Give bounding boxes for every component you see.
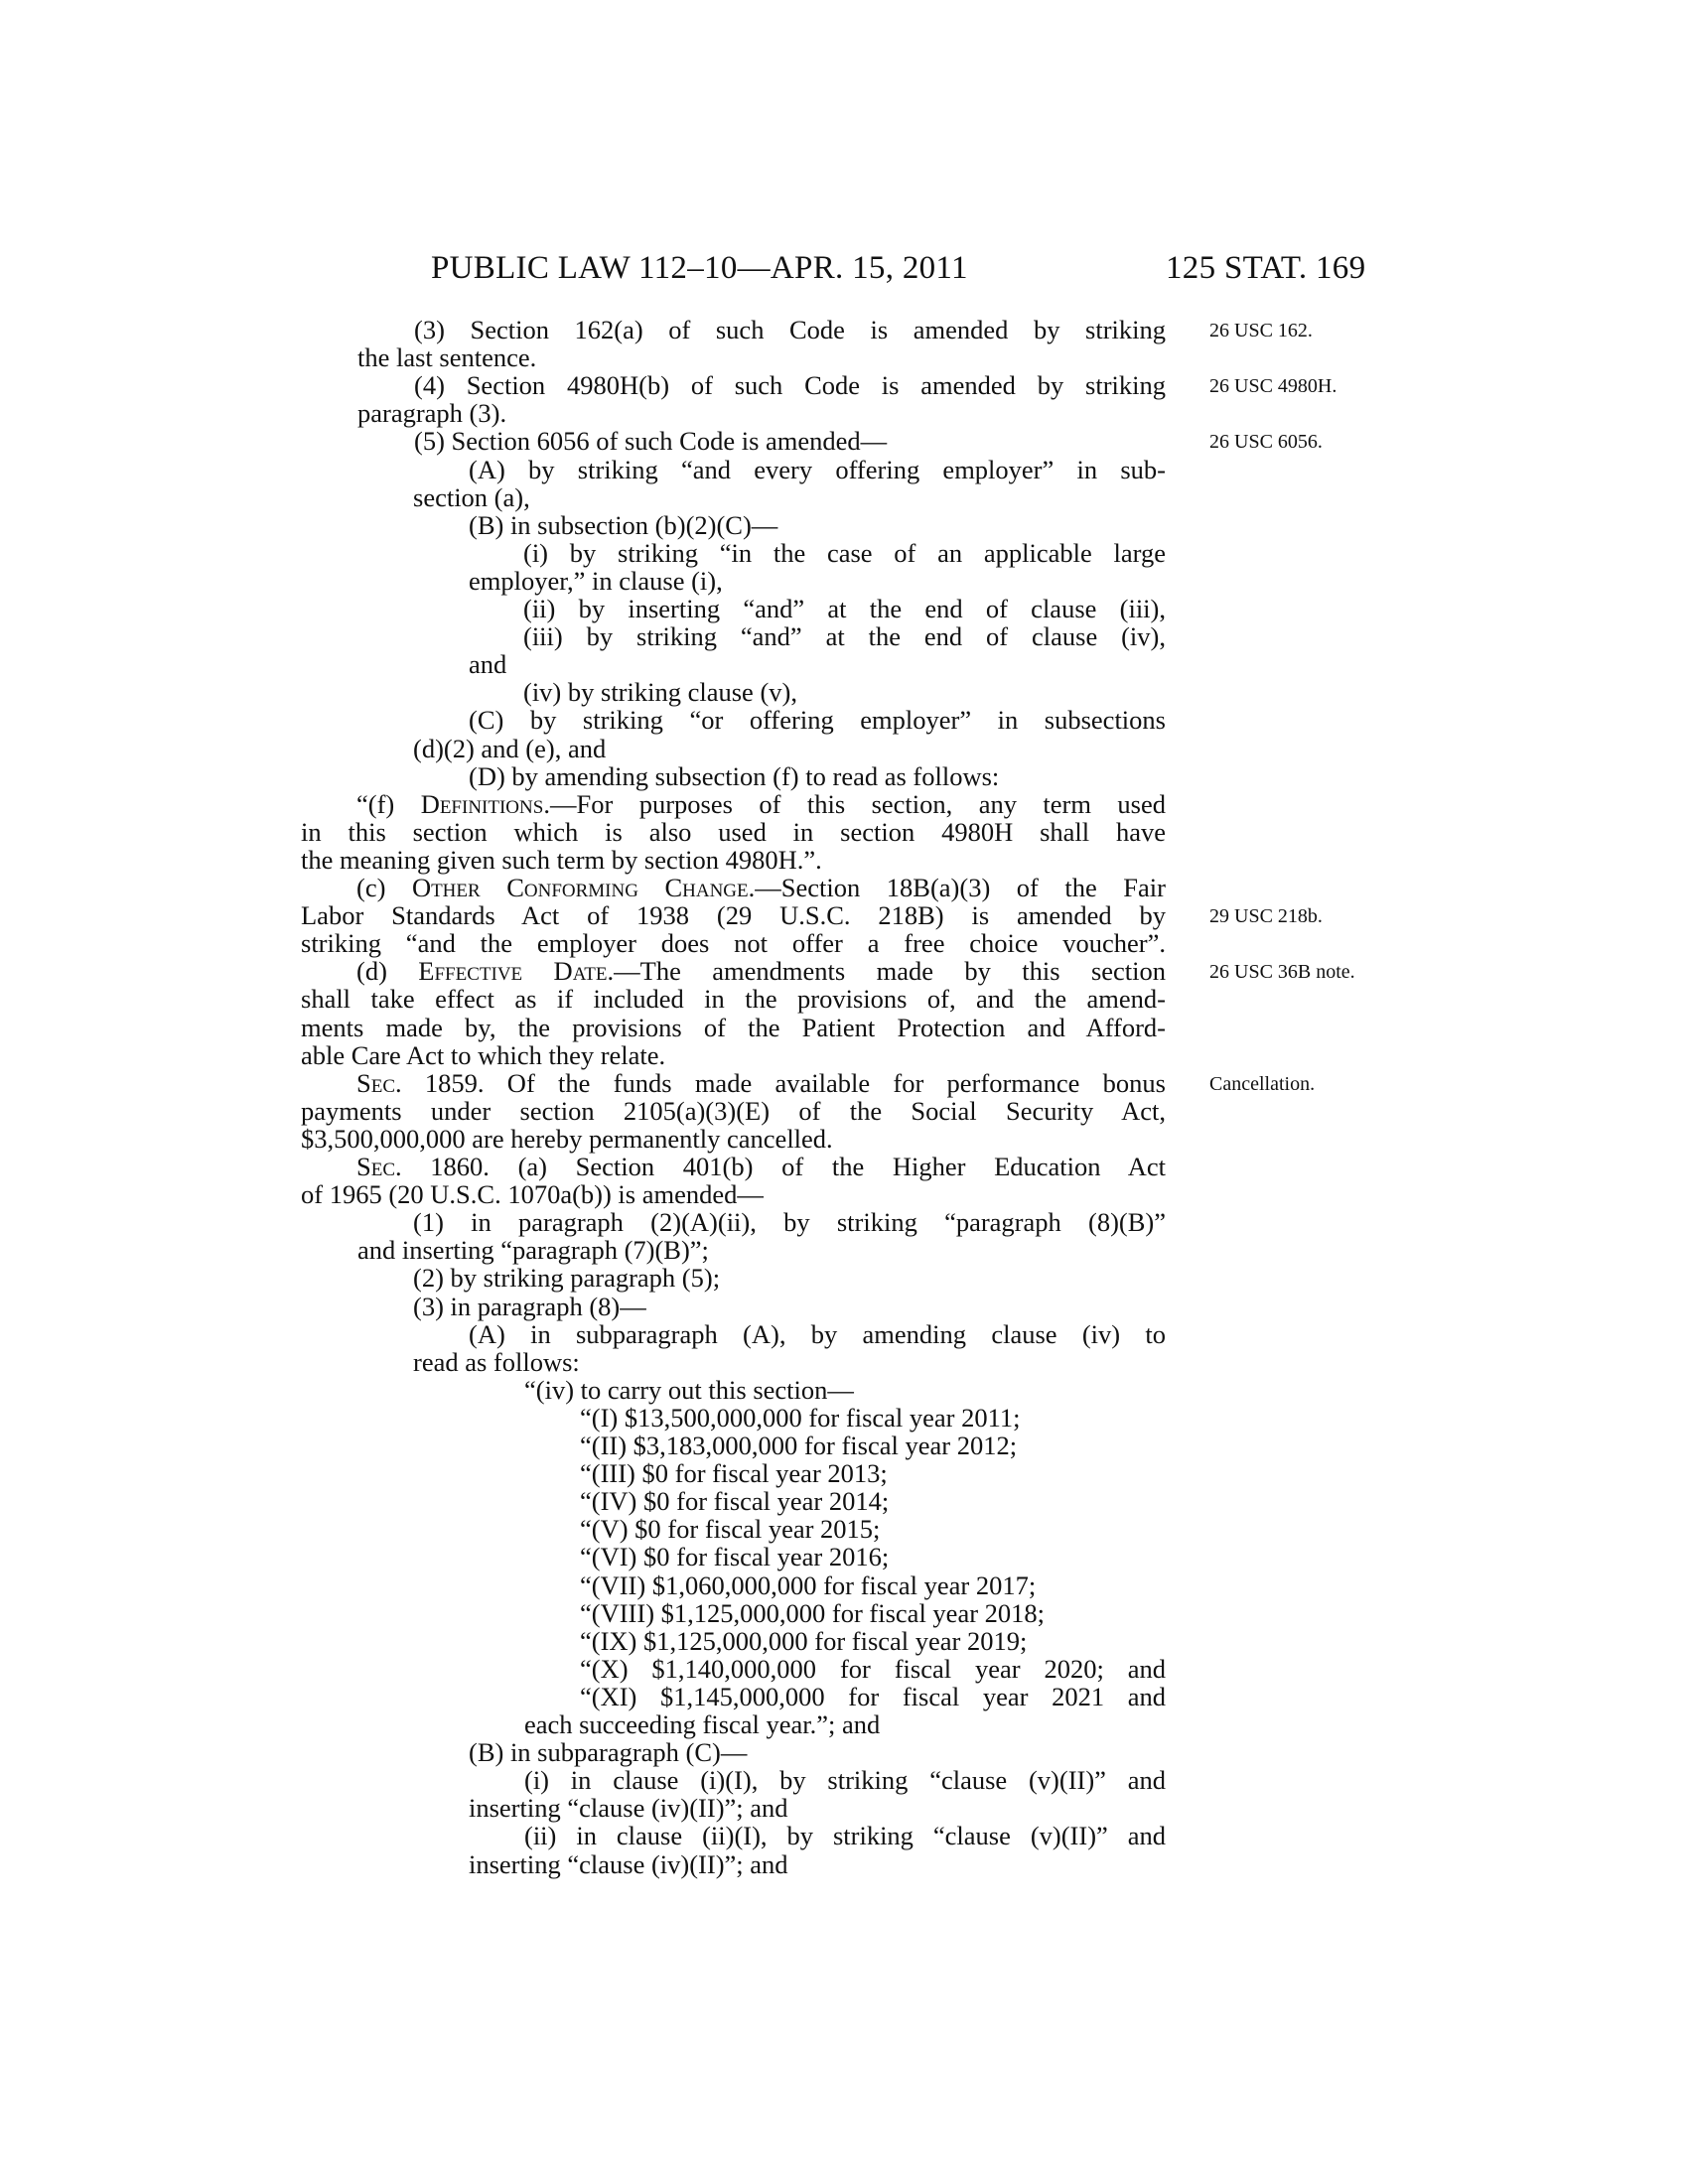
text-line: Sec. 1859. Of the funds made available for performance bonus	[356, 1067, 1166, 1098]
text-line: (1) in paragraph (2)(A)(ii), by striking “paragraph (8)(B)”	[413, 1207, 1166, 1238]
text-line: read as follows:	[413, 1346, 580, 1377]
text-line: shall take effect as if included in the provisions of, and the amend-	[301, 984, 1166, 1015]
text-line: Labor Standards Act of 1938 (29 U.S.C. 218B) is amended by	[301, 900, 1166, 931]
text-line: paragraph (3).	[357, 398, 507, 429]
text-line: (3) in paragraph (8)—	[413, 1291, 646, 1321]
text-line: (B) in subsection (b)(2)(C)—	[469, 509, 778, 540]
text-line: “(V) $0 for fiscal year 2015;	[580, 1514, 881, 1545]
text-line: able Care Act to which they relate.	[301, 1039, 666, 1070]
text-line: each succeeding fiscal year.”; and	[524, 1709, 881, 1739]
text-line: (C) by striking “or offering employer” in subsections	[469, 705, 1166, 736]
text-line: (ii) in clause (ii)(I), by striking “clause (v)(II)” and	[524, 1821, 1166, 1851]
text-line: and inserting “paragraph (7)(B)”;	[357, 1235, 709, 1266]
text-line: the meaning given such term by section 4980H.”.	[301, 844, 822, 875]
text-line: (A) in subparagraph (A), by amending clause (iv) to	[469, 1318, 1166, 1349]
text-line: ments made by, the provisions of the Patient Protection and Afford-	[301, 1012, 1166, 1042]
margin-note: 26 USC 36B note.	[1209, 961, 1355, 984]
text-line: payments under section 2105(a)(3)(E) of the Social Security Act,	[301, 1095, 1166, 1126]
text-line: “(VI) $0 for fiscal year 2016;	[580, 1542, 890, 1572]
text-line: (i) by striking “in the case of an applicable large	[523, 537, 1166, 568]
text-line: (iii) by striking “and” at the end of clause (iv),	[523, 621, 1166, 652]
text-line: (ii) by inserting “and” at the end of clause (iii),	[523, 594, 1166, 623]
text-line: “(iv) to carry out this section—	[524, 1374, 854, 1405]
text-line: (3) Section 162(a) of such Code is amended by striking	[414, 315, 1166, 344]
running-header-title: PUBLIC LAW 112–10—APR. 15, 2011	[431, 250, 968, 286]
text-line: striking “and the employer does not offer a free choice voucher”.	[301, 928, 1166, 959]
text-line: (4) Section 4980H(b) of such Code is amended by striking	[414, 370, 1166, 401]
margin-note: Cancellation.	[1209, 1072, 1316, 1095]
text-line: (A) by striking “and every offering employer” in sub-	[469, 454, 1166, 484]
text-line: “(I) $13,500,000,000 for fiscal year 2011;	[580, 1402, 1021, 1433]
text-line: “(VII) $1,060,000,000 for fiscal year 2017;	[580, 1570, 1037, 1600]
margin-note: 26 USC 162.	[1209, 320, 1313, 341]
text-line: inserting “clause (iv)(II)”; and	[469, 1793, 788, 1824]
running-header-page: 125 STAT. 169	[1166, 250, 1366, 286]
text-line: “(IV) $0 for fiscal year 2014;	[580, 1486, 890, 1517]
text-line: (d) Effective Date.—The amendments made by this section	[356, 956, 1167, 987]
text-line: (d)(2) and (e), and	[413, 733, 607, 763]
text-line: in this section which is also used in section 4980H shall have	[301, 816, 1166, 847]
margin-note: 29 USC 218b.	[1209, 905, 1323, 928]
text-line: “(XI) $1,145,000,000 for fiscal year 2021 and	[580, 1681, 1166, 1711]
text-line: “(IX) $1,125,000,000 for fiscal year 2019;	[580, 1625, 1028, 1656]
text-line: (c) Other Conforming Change.—Section 18B(a)(3) of the Fair	[356, 873, 1166, 902]
text-line: the last sentence.	[357, 342, 537, 373]
text-line: “(II) $3,183,000,000 for fiscal year 2012;	[580, 1431, 1018, 1460]
text-line: (B) in subparagraph (C)—	[469, 1737, 748, 1768]
text-line: employer,” in clause (i),	[469, 565, 723, 596]
text-line: section (a),	[413, 481, 530, 512]
text-line: (2) by striking paragraph (5);	[413, 1263, 721, 1294]
text-line: (D) by amending subsection (f) to read as follows:	[469, 760, 1000, 791]
text-line: inserting “clause (iv)(II)”; and	[469, 1848, 788, 1879]
text-line: and	[469, 649, 507, 680]
text-line: “(f) Definitions.—For purposes of this section, any term used	[356, 788, 1166, 819]
text-line: $3,500,000,000 are hereby permanently cancelled.	[301, 1123, 833, 1154]
text-line: (iv) by striking clause (v),	[523, 677, 797, 708]
text-line: Sec. 1860. (a) Section 401(b) of the Higher Education Act	[356, 1152, 1166, 1181]
text-line: (5) Section 6056 of such Code is amended—	[414, 426, 888, 457]
text-line: (i) in clause (i)(I), by striking “clause (v)(II)” and	[524, 1765, 1166, 1796]
text-line: “(III) $0 for fiscal year 2013;	[580, 1458, 888, 1489]
margin-note: 26 USC 6056.	[1209, 431, 1323, 454]
text-line: “(VIII) $1,125,000,000 for fiscal year 2018;	[580, 1597, 1046, 1628]
margin-note: 26 USC 4980H.	[1209, 375, 1337, 398]
text-line: of 1965 (20 U.S.C. 1070a(b)) is amended—	[301, 1179, 764, 1210]
text-line: “(X) $1,140,000,000 for fiscal year 2020; and	[580, 1653, 1166, 1684]
